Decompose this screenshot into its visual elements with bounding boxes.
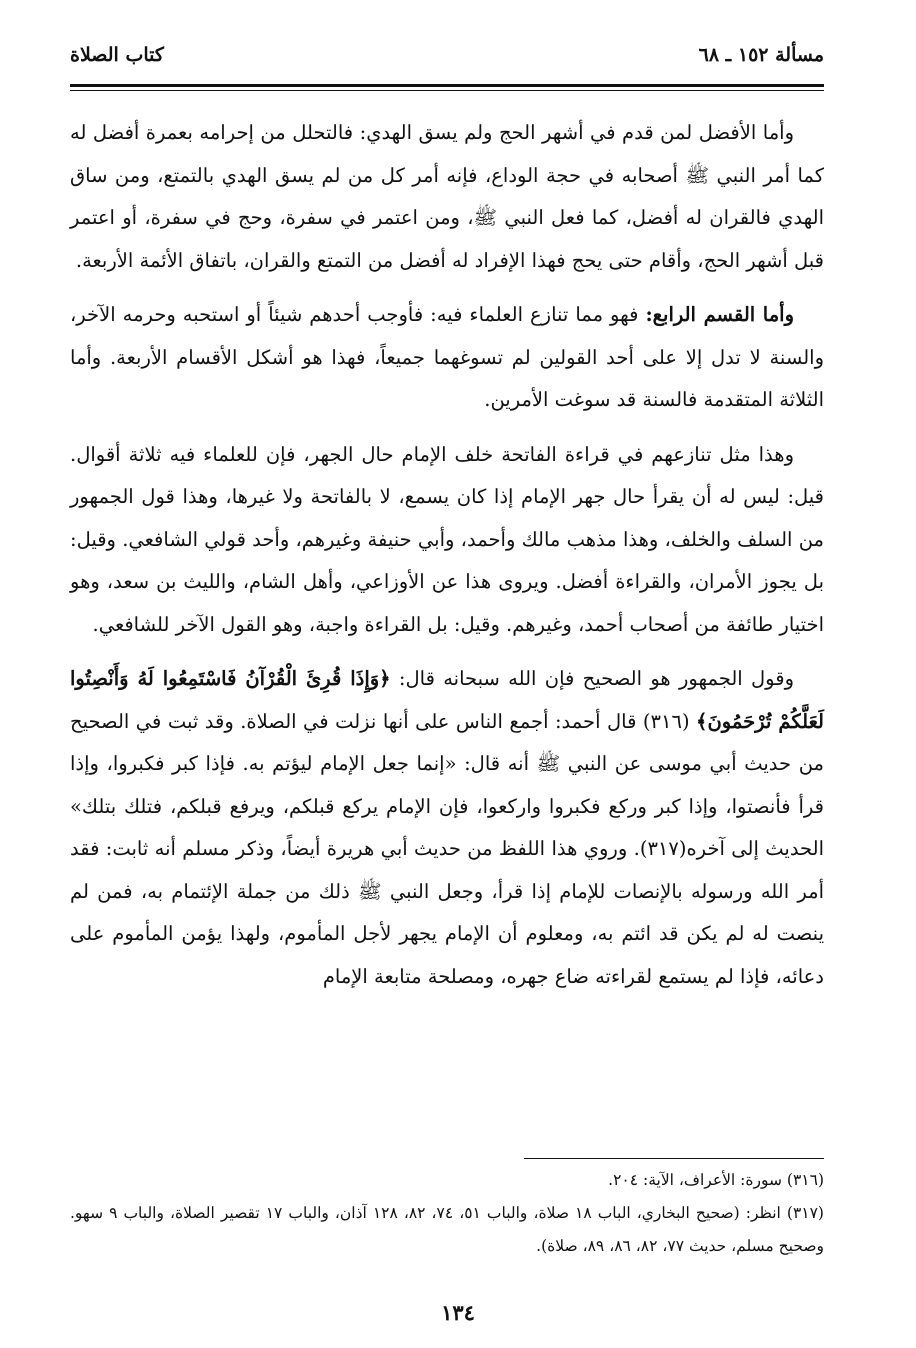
paragraph-2-lead: وأما القسم الرابع:: [645, 303, 795, 326]
main-text: [70, 112, 824, 1010]
footnote-separator: [524, 1158, 824, 1159]
paragraph-2-text: فهو مما تنازع العلماء فيه: فأوجب أحدهم شيئاً أو استحبه وحرمه الآخر، والسنة لا تدل إلا على أحد القولين لم تسوغهما جميعاً، فهذا هو أشكل الأقسام الأربعة. وأما الثلاثة المتقدمة فالسنة قد سوغت الأمرين.: [70, 303, 824, 411]
quran-verse: ﴿وَإِذَا قُرِئَ الْقُرْآنُ فَاسْتَمِعُوا لَهُ وَأَنْصِتُوا لَعَلَّكُمْ تُرْحَمُونَ﴾: [70, 667, 824, 733]
paragraph-4-intro: وقول الجمهور هو الصحيح فإن الله سبحانه قال:: [398, 667, 794, 690]
header-book-title: كتاب الصلاة: [70, 44, 164, 66]
paragraph-4: [70, 658, 824, 998]
paragraph-2: [70, 294, 824, 422]
footnote-316: (٣١٦) سورة: الأعراف، الآية: ٢٠٤.: [608, 1171, 824, 1189]
paragraph-1: وأما الأفضل لمن قدم في أشهر الحج ولم يسق الهدي: فالتحلل من إحرامه بعمرة أفضل له كما أمر النبي ﷺ أصحابه في حجة الوداع، فإنه أمر كل من لم يسق الهدي بالتمتع، ومن ساق الهدي فالقران له أفضل، كما فعل النبي ﷺ، ومن اعتمر في سفرة، وحج في سفرة، أو اعتمر قبل أشهر الحج، وأقام حتى يحج فهذا الإفراد له أفضل من التمتع والقران، باتفاق الأئمة الأربعة.: [70, 121, 824, 272]
header-issue: مسألة ١٥٢ ـ ٦٨: [698, 44, 824, 66]
paragraph-4-text: (٣١٦) قال أحمد: أجمع الناس على أنها نزلت في الصلاة. وقد ثبت في الصحيح من حديث أبي موسى عن النبي ﷺ أنه قال: «إنما جعل الإمام ليؤتم به. فإذا كبر فكبروا، وإذا قرأ فأنصتوا، وإذا كبر وركع فكبروا واركعوا، فإن الإمام يركع قبلكم، ويرفع قبلكم، فتلك بتلك» الحديث إلى آخره(٣١٧). وروي هذا اللفظ من حديث أبي هريرة أيضاً، وذكر مسلم أنه ثابت: فقد أمر الله ورسوله بالإنصات للإمام إذا قرأ، وجعل النبي ﷺ ذلك من جملة الإئتمام به، فمن لم ينصت له لم يكن قد ائتم به، ومعلوم أن الإمام يجهر لأجل المأموم، ولهذا يؤمن المأموم على دعائه، فإذا لم يستمع لقراءته ضاع جهره، ومصلحة متابعة الإمام: [70, 709, 824, 988]
footnotes: [70, 1164, 824, 1263]
paragraph-3: وهذا مثل تنازعهم في قراءة الفاتحة خلف الإمام حال الجهر، فإن للعلماء فيه ثلاثة أقوال. قيل: ليس له أن يقرأ حال جهر الإمام إذا كان يسمع، لا بالفاتحة ولا غيرها، وهذا قول الجمهور من السلف والخلف، وهذا مذهب مالك وأحمد، وأبي حنيفة وغيرهم، وأحد قولي الشافعي. وقيل: بل يجوز الأمران، والقراءة أفضل. ويروى هذا عن الأوزاعي، وأهل الشام، والليث بن سعد، وهو اختيار طائفة من أصحاب أحمد، وغيرهم. وقيل: بل القراءة واجبة، وهو القول الآخر للشافعي.: [70, 442, 824, 636]
header-rule-thick: [70, 84, 824, 87]
footnote-317: (٣١٧) انظر: (صحيح البخاري، الباب ١٨ صلاة، والباب ٥١، ٧٤، ٨٢، ١٢٨ آذان، والباب ١٧ تقصير الصلاة، والباب ٩ سهو. وصحيح مسلم، حديث ٧٧، ٨٢، ٨٦، ٨٩، صلاة).: [70, 1204, 824, 1255]
running-header: [70, 44, 824, 66]
header-rule-thin: [70, 90, 824, 91]
page-number: ١٣٤: [441, 1300, 475, 1325]
